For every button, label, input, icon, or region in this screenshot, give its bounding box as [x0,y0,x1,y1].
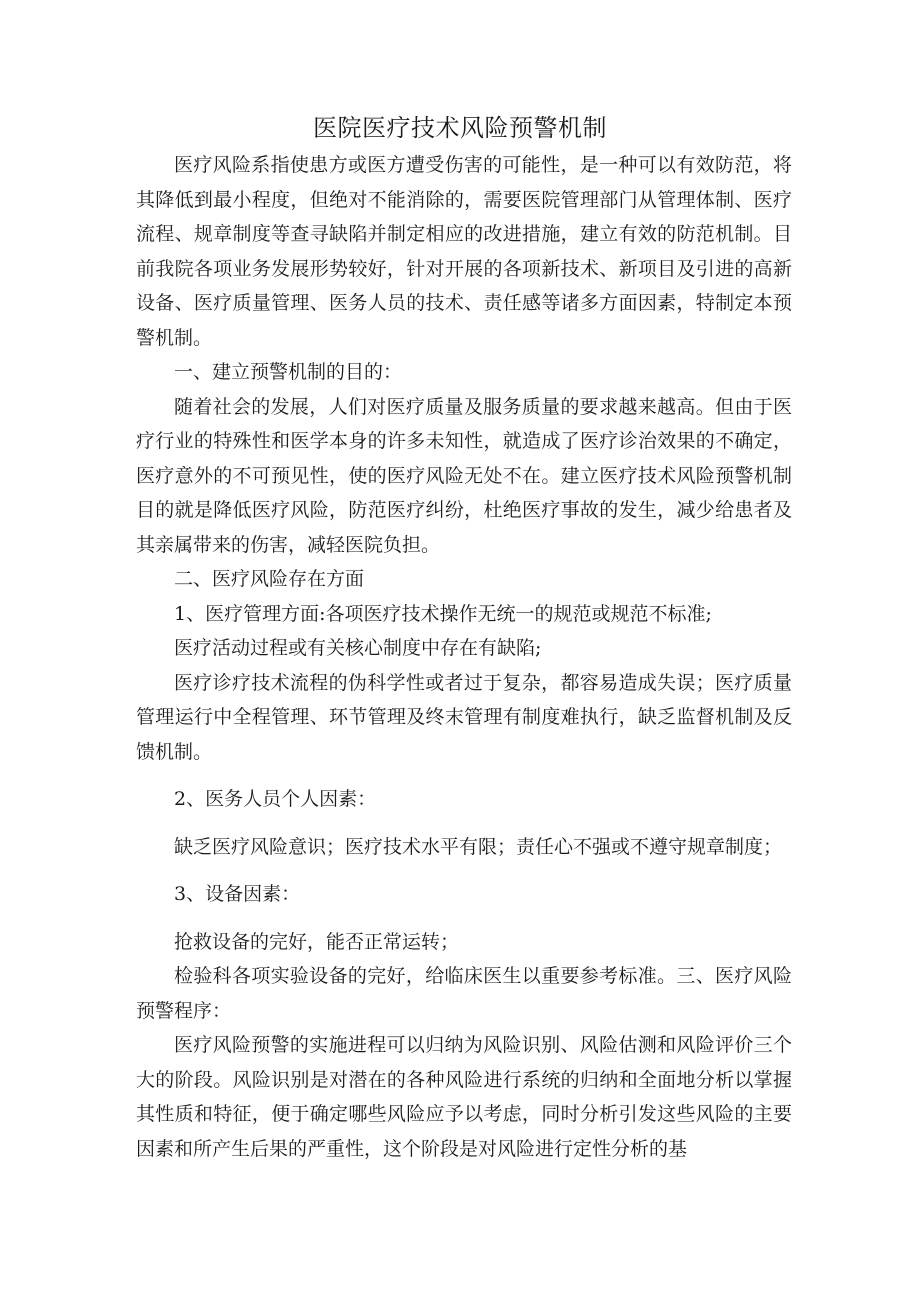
paragraph-warning-procedure: 医疗风险预警的实施进程可以归纳为风险识别、风险估测和风险评价三个大的阶段。风险识别是对潜在的各种风险进行系统的归纳和全面地分析以掌握其性质和特征，便于确定哪些风险应予以考虑，同时分析引发这些风险的主要因素和所产生后果的严重性，这个阶段是对风险进行定性分析的基 [136,1034,792,1160]
paragraph-personnel: 缺乏医疗风险意识；医疗技术水平有限；责任心不强或不遵守规章制度； [174,835,783,858]
document-body [136,148,792,1166]
paragraph-core-system: 医疗活动过程或有关核心制度中存在有缺陷; [174,637,542,659]
paragraph-purpose: 随着社会的发展，人们对医疗质量及服务质量的要求越来越高。但由于医疗行业的特殊性和医学本身的许多未知性，就造成了医疗诊治效果的不确定，医疗意外的不可预见性，使的医疗风险无处不在。建立医疗技术风险预警机制目的就是降低医疗风险，防范医疗纠纷，杜绝医疗事故的发生，减少给患者及其亲属带来的伤害，减轻医院负担。 [136,395,792,556]
paragraph-intro: 医疗风险系指使患方或医方遭受伤害的可能性，是一种可以有效防范，将其降低到最小程度，但绝对不能消除的，需要医院管理部门从管理体制、医疗流程、规章制度等查寻缺陷并制定相应的改进措施，建立有效的防范机制。目前我院各项业务发展形势较好，针对开展的各项新技术、新项目及引进的高新设备、医疗质量管理、医务人员的技术、责任感等诸多方面因素，特制定本预警机制。 [136,154,792,349]
paragraph-lab-equipment: 检验科各项实验设备的完好，给临床医生以重要参考标准。三、医疗风险预警程序： [136,965,792,1022]
paragraph-rescue-equipment: 抢救设备的完好，能否正常运转； [174,930,460,953]
heading-risk-areas: 二、医疗风险存在方面 [174,568,365,590]
item-equipment: 3、设备因素： [174,883,301,905]
paragraph-process: 医疗诊疗技术流程的伪科学性或者过于复杂，都容易造成失误；医疗质量管理运行中全程管理、环节管理及终末管理有制度难执行，缺乏监督机制及反馈机制。 [136,671,792,763]
heading-purpose: 一、建立预警机制的目的： [174,361,403,383]
item-management: 1、医疗管理方面:各项医疗技术操作无统一的规范或规范不标准; [174,602,712,625]
document-title: 医院医疗技术风险预警机制 [313,114,607,142]
item-personnel: 2、医务人员个人因素： [174,788,377,810]
